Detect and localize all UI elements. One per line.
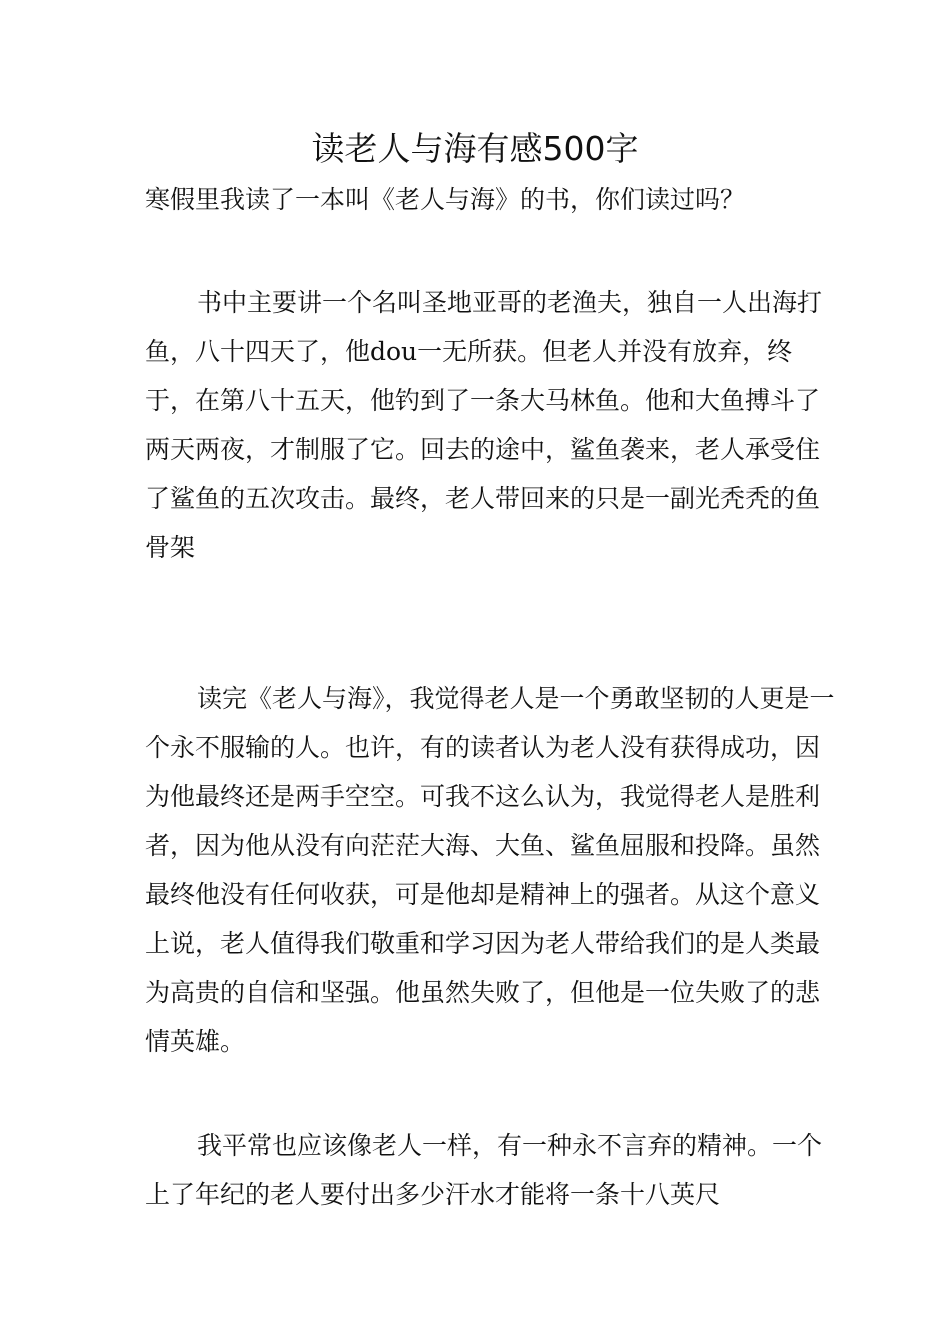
paragraph-intro: 寒假里我读了一本叫《老人与海》的书，你们读过吗？ (145, 185, 746, 214)
paragraph-reflection: 读完《老人与海》，我觉得老人是一个勇敢坚韧的人更是一个永不服输的人。也许，有的读者认为老人没有获得成功，因为他最终还是两手空空。可我不这么认为，我觉得老人是胜利者，因为他从没有向茫茫大海、大鱼、鲨鱼屈服和投降。虽然最终他没有任何收获，可是他却是精神上的强者。从这个意义上说，老人值得我们敬重和学习因为老人带给我们的是人类最为高贵的自信和坚强。他虽然失败了，但他是一位失败了的悲情英雄。 (145, 684, 835, 1056)
paragraph-lesson: 我平常也应该像老人一样，有一种永不言弃的精神。一个上了年纪的老人要付出多少汗水才能将一条十八英尺 (145, 1131, 823, 1209)
document-title: 读老人与海有感500字 (311, 129, 639, 168)
paragraph-summary: 书中主要讲一个名叫圣地亚哥的老渔夫，独自一人出海打鱼，八十四天了，他dou一无所获。但老人并没有放弃，终于，在第八十五天，他钓到了一条大马林鱼。他和大鱼搏斗了两天两夜，才制服了它。回去的途中，鲨鱼袭来，老人承受住了鲨鱼的五次攻击。最终，老人带回来的只是一副光秃秃的鱼骨架 (145, 288, 823, 562)
